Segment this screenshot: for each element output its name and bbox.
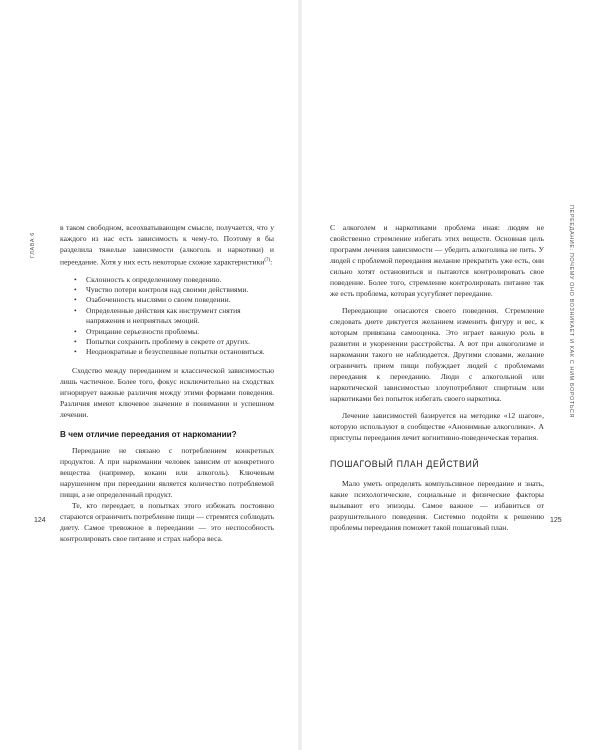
body-paragraph: Переедание не связано с потреблением конкретных продуктов. А при наркомании человек зависим от конкретного вещества (например, кокаин или алкоголь). Ключевым нарушением при переедании является количество потребляемой пищи, а не определенный продукт. [60,445,274,499]
similarity-paragraph: Сходство между перееданием и классической зависимостью лишь частичное. Более того, фокус исключительно на сходствах игнорирует важные различия между этими формами поведения. Различия имеют ключевое значение в понимании и успешном лечении. [60,365,274,419]
body-paragraph: Переедающие опасаются своего поведения. Стремление следовать диете диктуется желанием изменить фигуру и вес, к которым привязана самооценка. Это играет важную роль в развитии и укоренении расстройства. А вот при алкоголизме и наркомании такого не наблюдается. Другими словами, желание ограничить прием пищи побуждает людей с проблемами переедания к перееданию. Люди с алкогольной или наркотической зависимостью злоупотребляют спиртным или наркотиками без попыток избегать своего наркотика. [330,306,544,403]
list-item: • Чувство потери контроля над своими действиями. [86,285,274,295]
right-page-number: 125 [550,517,562,524]
intro-paragraph [60,222,274,268]
left-running-head: ГЛАВА 6 [30,232,36,258]
book-gutter [298,0,302,750]
list-item: • Отрицание серьезности проблемы. [86,327,274,337]
subheading: В чем отличие переедания от наркомании? [60,429,237,439]
list-item: • Неоднократные и безуспешные попытки остановиться. [86,347,274,357]
intro-text: в таком свободном, всеохватывающем смысле, получается, что у каждого из нас есть зависимость к чему-то. Поэтому я бы разделила тяжелые зависимости (алкоголь и наркотики) и переедание. Хотя у них есть некоторые схожие характеристики [60,223,274,267]
body-paragraph: Те, кто переедает, в попытках этого избежать постоянно стараются ограничить потребление пищи — стремятся соблюдать диету. Самое тревожное в переедании — это неспособность контролировать свое питание и страх набора веса. [60,500,274,543]
body-paragraph: Мало уметь определять компульсивное переедание и знать, какие психологические, социальные и физические факторы вызывают его эпизоды. Самое важное — избавиться от разрушительного поведения. Системно подойти к решению проблемы переедания поможет такой пошаговый план. [330,479,544,532]
section-heading: ПОШАГОВЫЙ ПЛАН ДЕЙСТВИЙ [330,459,480,469]
intro-colon: : [270,257,273,267]
footnote-ref: (7) [264,258,271,263]
right-text-column [330,222,544,533]
left-text-column [60,222,274,544]
body-paragraph: С алкоголем и наркотиками проблема иная: людям не свойственно стремление избегать этих веществ. Основная цель программ лечения зависимости — убедить алкоголика не пить. У людей с проблемой переедания желание прекратить уже есть, они сильно хотят остановиться и пытаются контролировать свое поведение. Более того, стремление контролировать питание так же есть проблема, которая усугубляет переедание. [330,223,544,298]
body-paragraph: Лечение зависимостей базируется на методике «12 шагов», которую используют в сообществе «Анонимные алкоголики». А приступы переедания лечит когнитивно-поведенческая терапия. [330,411,544,442]
list-item: • Определенные действия как инструмент снятия напряжения и неприятных эмоций. [86,306,274,327]
characteristics-list [60,275,274,358]
list-item: • Склонность к определенному поведению. [86,275,274,285]
list-item: • Попытки сохранить проблему в секрете от других. [86,337,274,347]
list-item: • Озабоченность мыслями о своем поведении. [86,295,274,305]
left-page-number: 124 [34,517,46,524]
right-running-head: ПЕРЕЕДАНИЕ: ПОЧЕМУ ОНО ВОЗНИКАЕТ И КАК С НИМ БОРОТЬСЯ [568,205,574,419]
